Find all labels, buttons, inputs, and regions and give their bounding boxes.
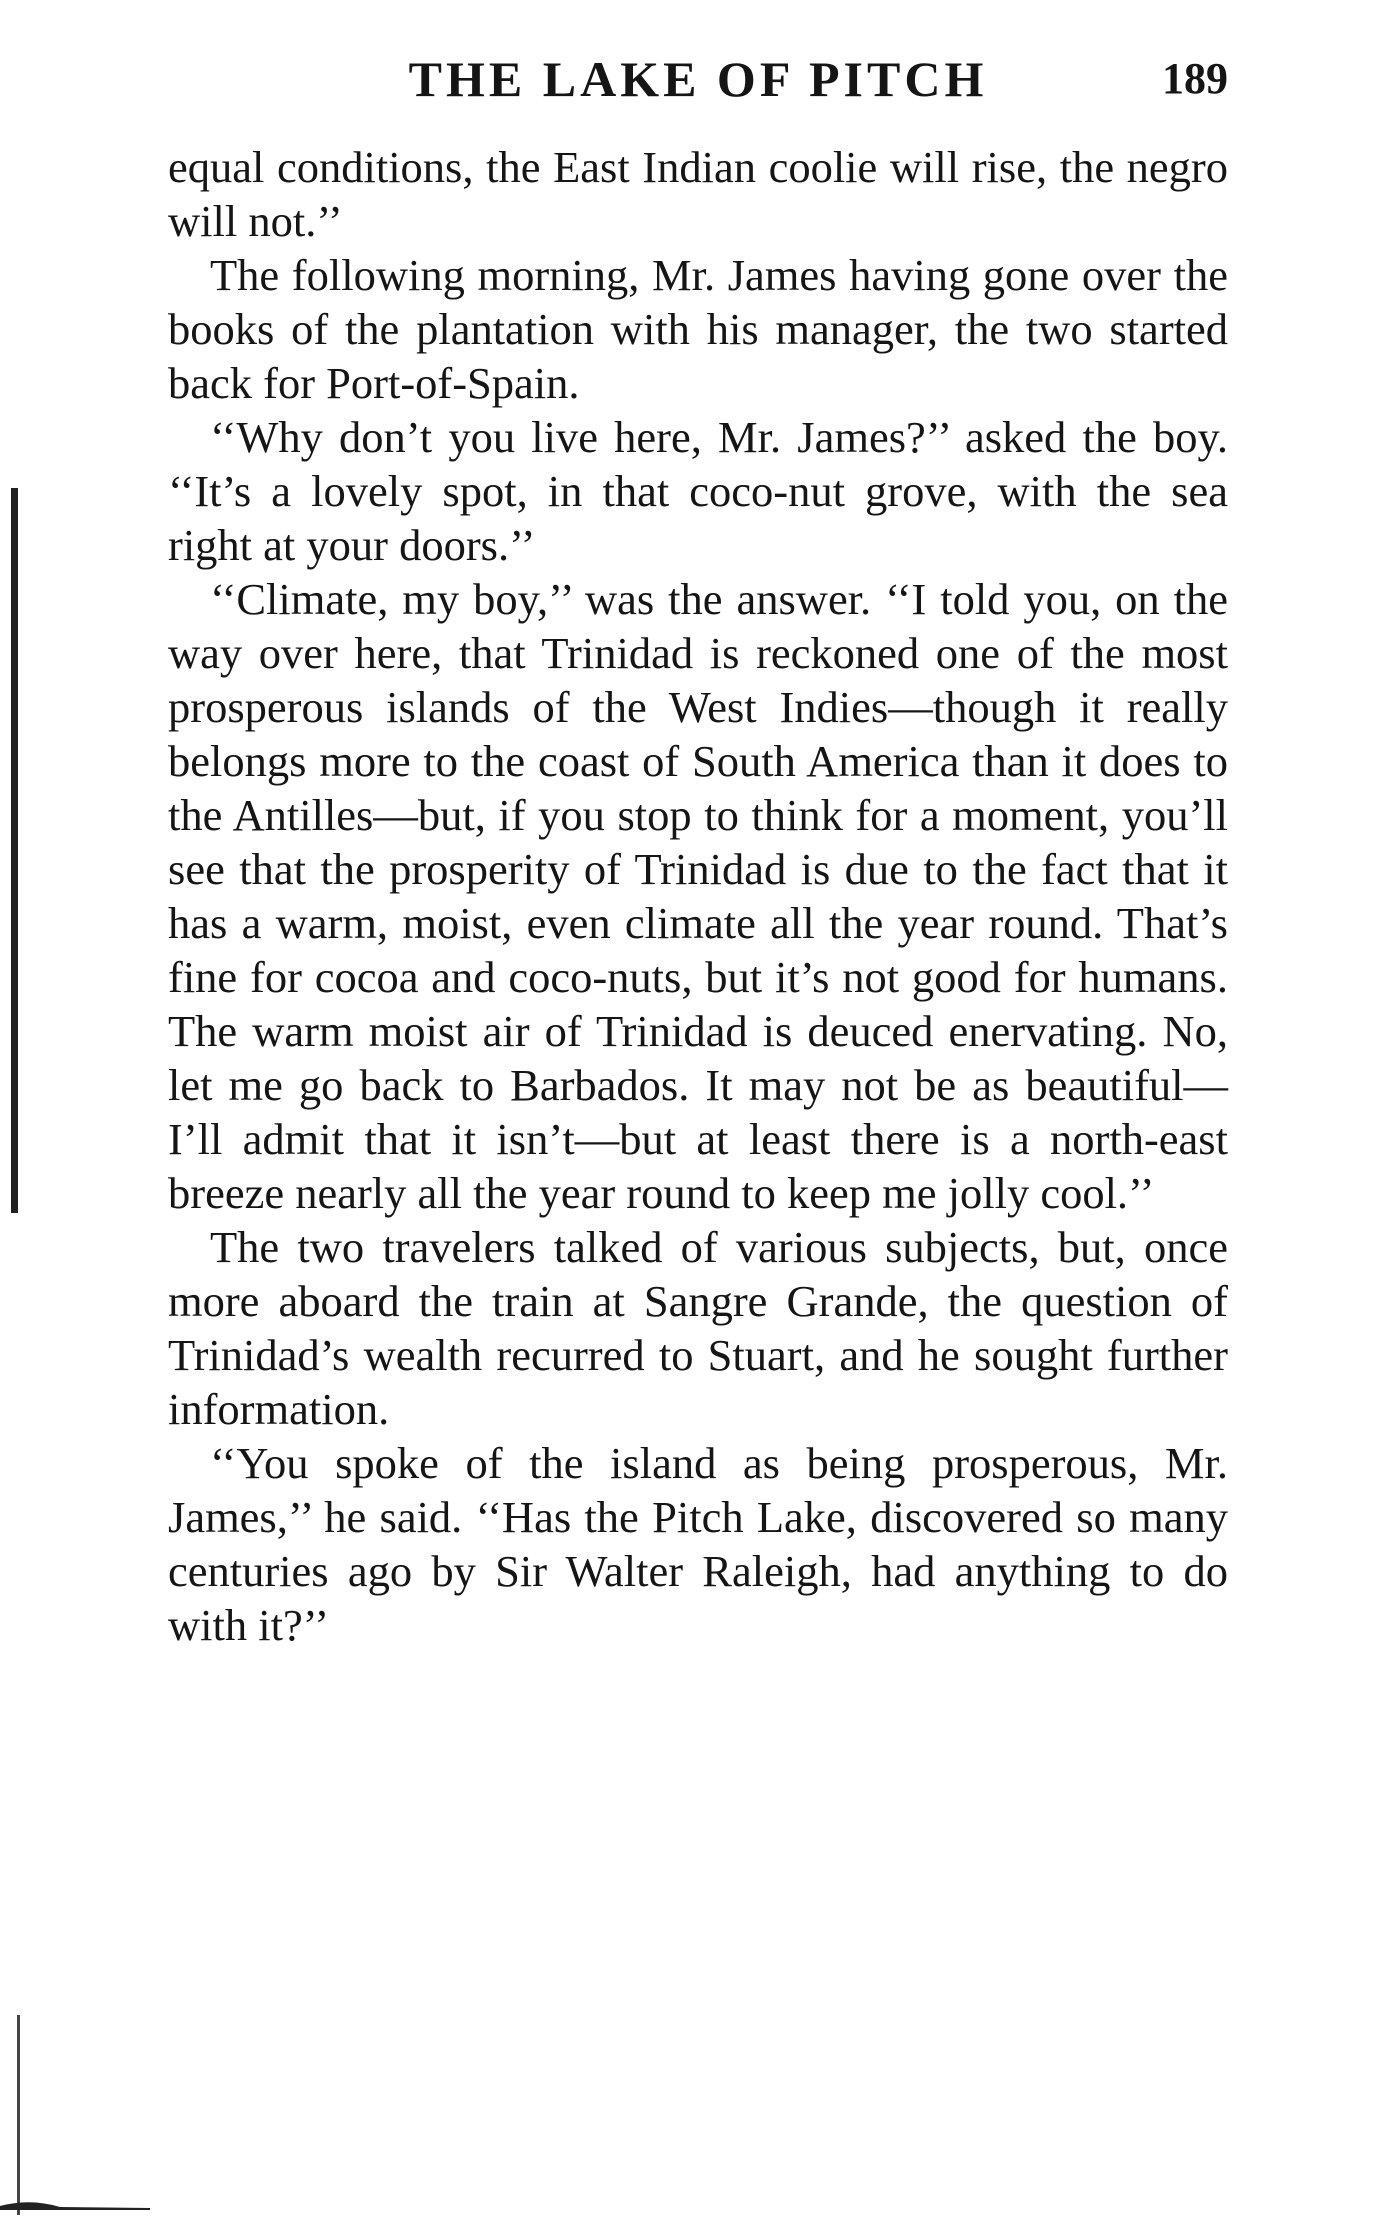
page-edge-shadow-lower bbox=[17, 2015, 20, 2215]
running-head bbox=[168, 44, 1228, 114]
page-edge-shadow bbox=[11, 488, 18, 1213]
running-title: THE LAKE OF PITCH bbox=[408, 51, 988, 107]
page-corner-mark bbox=[0, 2198, 150, 2212]
paragraph-continuation: equal conditions, the East Indian coolie will rise, the negro will not.’’ bbox=[168, 142, 1228, 246]
body-text bbox=[168, 140, 1228, 1652]
paragraph: ‘‘Climate, my boy,’’ was the answer. ‘‘I told you, on the way over here, that Trinidad is reckoned one of the most prosperous islands of the West Indies—though it really belongs more to the coast of South America than it does to the Antilles—but, if you stop to think for a moment, you’ll see that the prosperity of Trinidad is due to the fact that it has a warm, moist, even climate all the year round. That’s fine for cocoa and coco-nuts, but it’s not good for humans. The warm moist air of Trinidad is deuced enervating. No, let me go back to Barbados. It may not be as beautiful—I’ll admit that it isn’t—but at least there is a north-east breeze nearly all the year round to keep me jolly cool.’’ bbox=[168, 574, 1228, 1218]
paragraph: The following morning, Mr. James having gone over the books of the plantation with his manager, the two started back for Port-of-Spain. bbox=[168, 250, 1228, 408]
paragraph: The two travelers talked of various subjects, but, once more aboard the train at Sangre Grande, the question of Trinidad’s wealth recurred to Stuart, and he sought further information. bbox=[168, 1222, 1228, 1434]
paragraph: ‘‘You spoke of the island as being prosperous, Mr. James,’’ he said. ‘‘Has the Pitch Lake, discovered so many centuries ago by Sir Walter Raleigh, had anything to do with it?’’ bbox=[168, 1438, 1228, 1650]
paragraph: ‘‘Why don’t you live here, Mr. James?’’ asked the boy. ‘‘It’s a lovely spot, in that coco-nut grove, with the sea right at your doors.’’ bbox=[168, 412, 1228, 570]
page-number: 189 bbox=[1162, 54, 1228, 103]
